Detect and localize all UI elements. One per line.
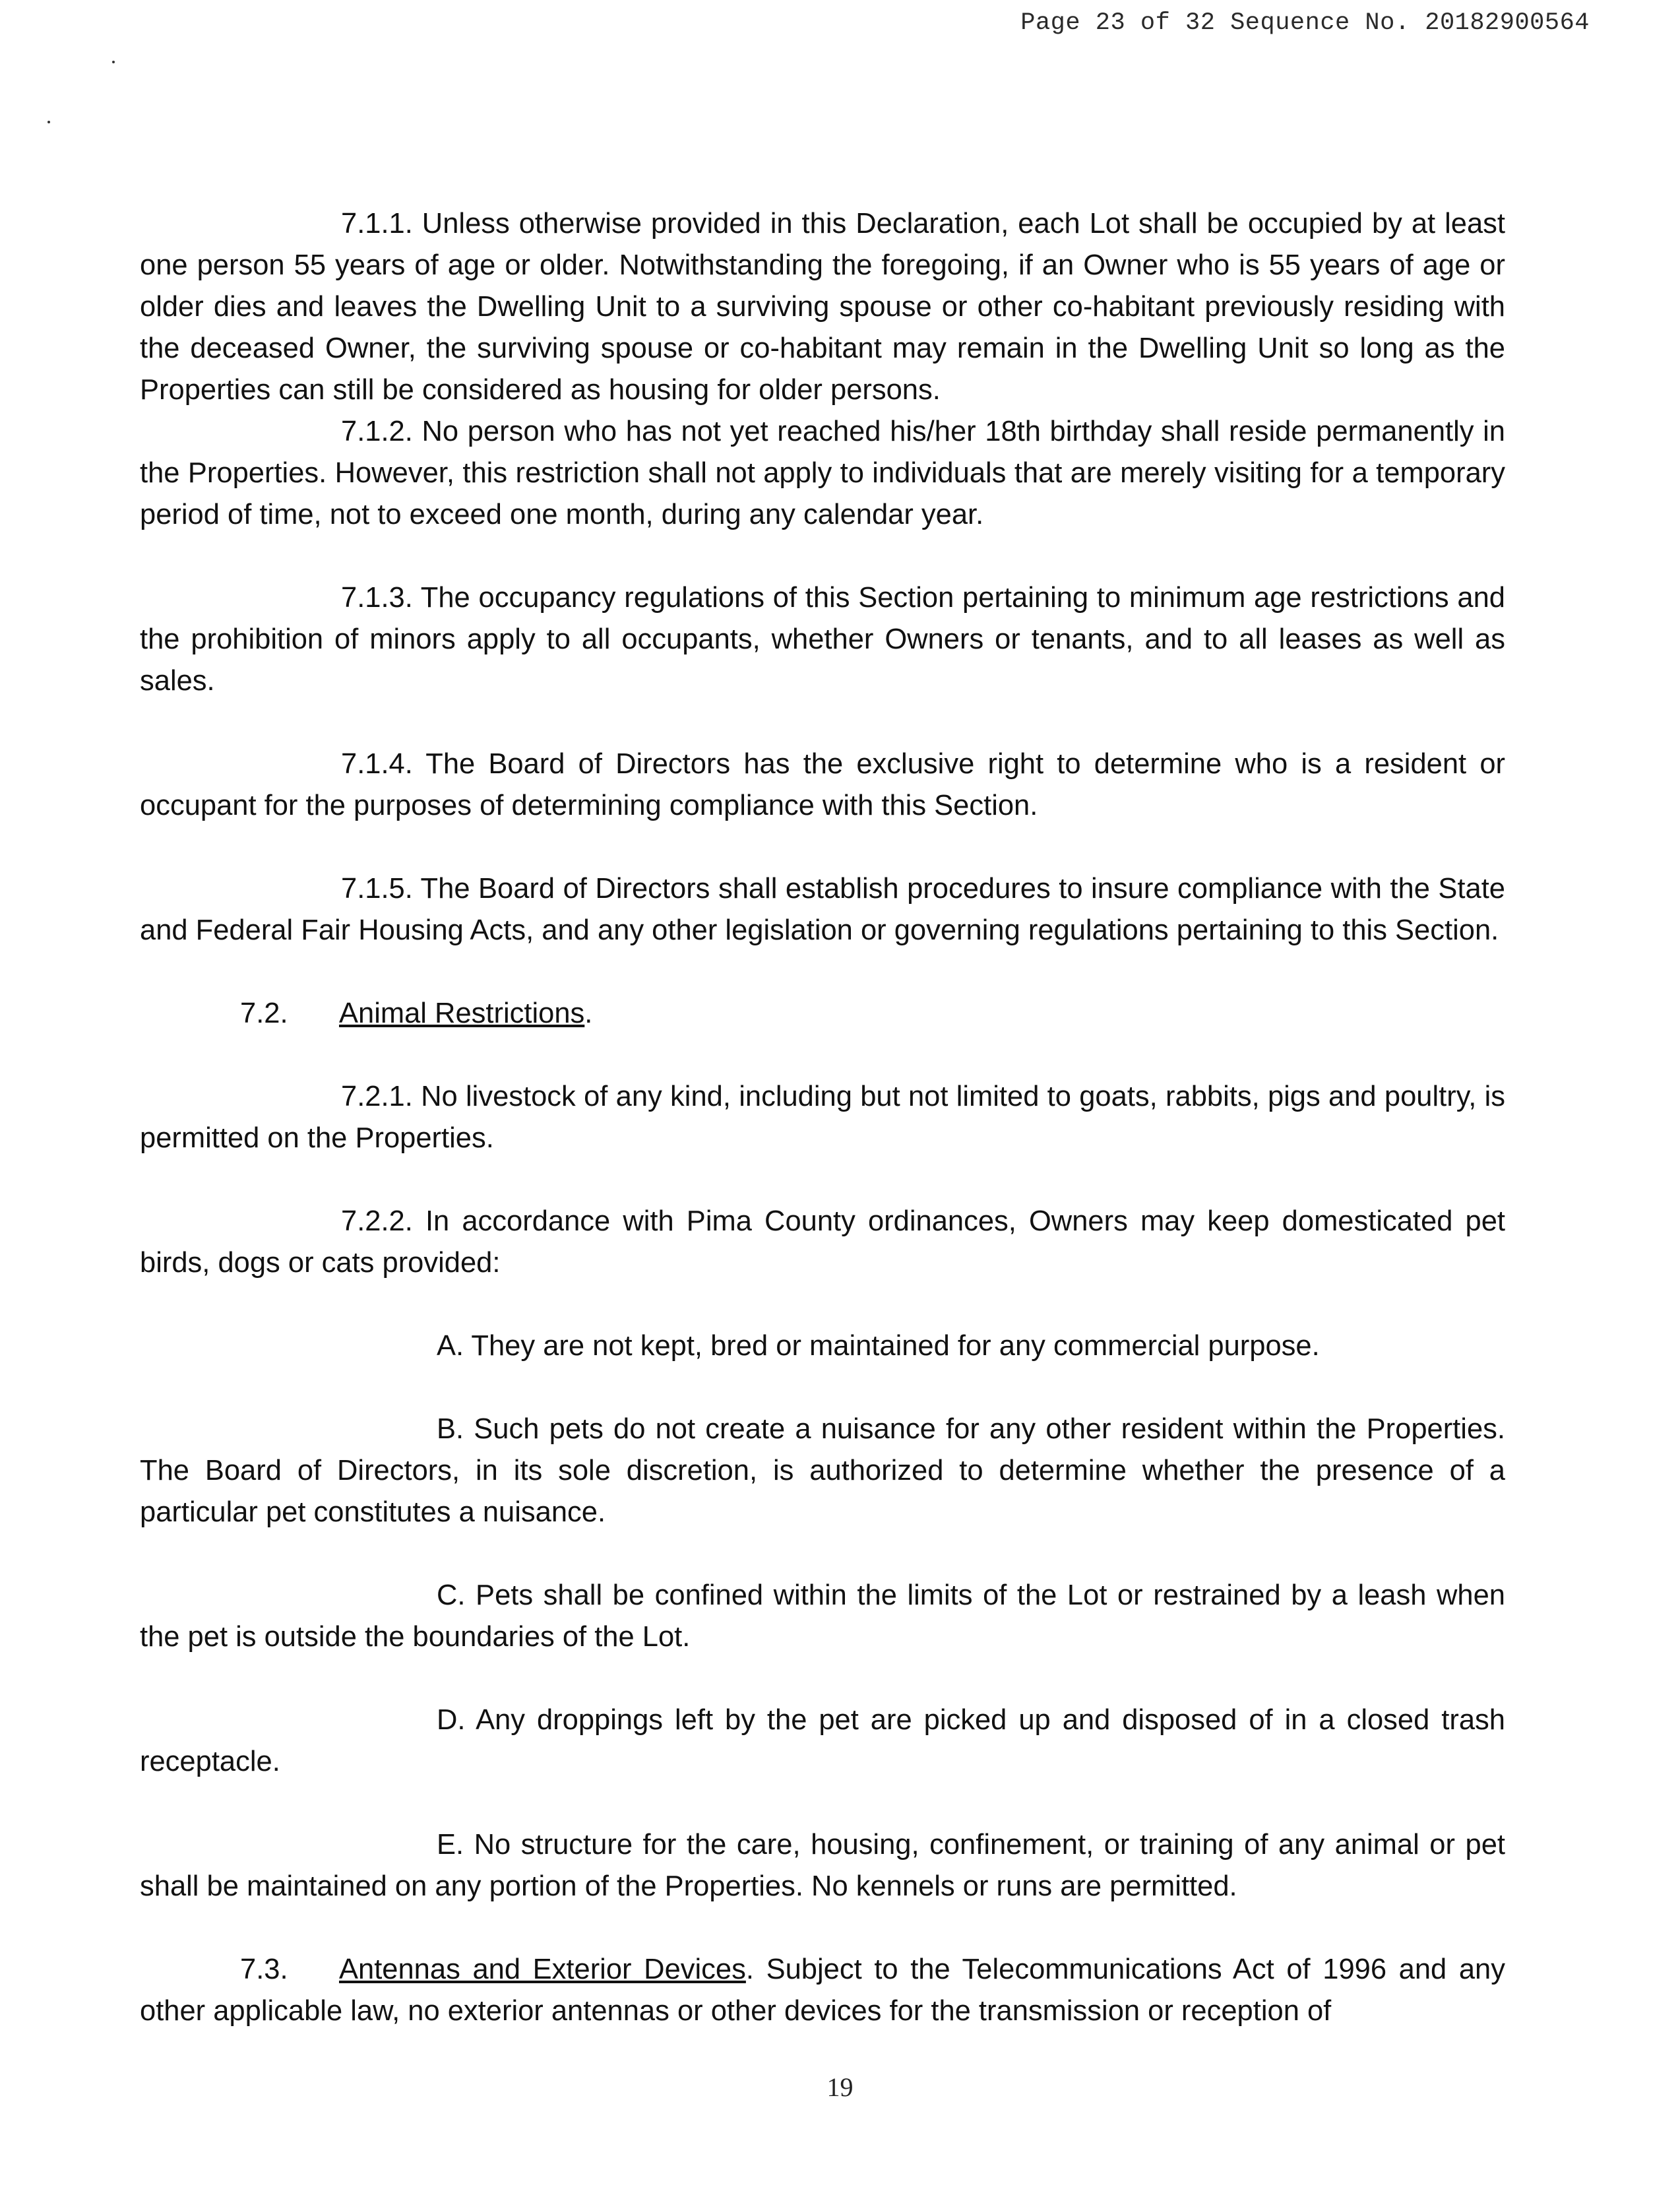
- section-text: . Subject to the Telecommunications Act of 1996 and any other applicable law, no exterior antennas or other devices for the transmission or reception of: [140, 1954, 1506, 2027]
- section-title: Animal Restrictions: [339, 998, 585, 1029]
- page-header-sequence: Page 23 of 32 Sequence No. 20182900564: [1020, 9, 1590, 37]
- section-number: 7.2.: [240, 998, 288, 1029]
- paragraph-7-1-5: 7.1.5. The Board of Directors shall establish procedures to insure compliance with the State and Federal Fair Housing Acts, and any other legislation or governing regulations pertaining to this Section.: [140, 873, 1505, 946]
- scan-speck: [47, 121, 50, 123]
- document-body: [140, 203, 1505, 2074]
- paragraph-7-1-2: 7.1.2. No person who has not yet reached his/her 18th birthday shall reside permanently in the Properties. However, this restriction shall not apply to individuals that are merely visiting for a temporary period of time, not to exceed one month, during any calendar year.: [140, 416, 1505, 530]
- paragraph-7-1-1: 7.1.1. Unless otherwise provided in this Declaration, each Lot shall be occupied by at least one person 55 years of age or older. Notwithstanding the foregoing, if an Owner who is 55 years of age or older dies and leaves the Dwelling Unit to a surviving spouse or other co-habitant previously residing with the deceased Owner, the surviving spouse or co-habitant may remain in the Dwelling Unit so long as the Properties can still be considered as housing for older persons.: [140, 208, 1505, 406]
- section-7-2-heading: [140, 993, 1505, 1035]
- list-item-d: D. Any droppings left by the pet are picked up and disposed of in a closed trash: [437, 1704, 1505, 1736]
- page-number: 19: [826, 2072, 854, 2102]
- paragraph-7-2-1: 7.2.1. No livestock of any kind, including but not limited to goats, rabbits, pigs and poultry, is permitted on the Properties.: [140, 1081, 1505, 1154]
- list-item-c: C. Pets shall be confined within the limits of the Lot or restrained by a leash when the pet is outside the boundaries of the Lot.: [140, 1579, 1505, 1653]
- paragraph-7-1-4: 7.1.4. The Board of Directors has the exclusive right to determine who is a resident or occupant for the purposes of determining compliance with this Section.: [140, 748, 1505, 821]
- list-item-b: B. Such pets do not create a nuisance for any other resident within the Properties. The Board of Directors, in its sole discretion, is authorized to determine whether the presence of a particular pet constitutes a nuisance.: [140, 1413, 1505, 1528]
- section-title-period: .: [584, 998, 593, 1029]
- list-item-e: E. No structure for the care, housing, confinement, or training of any animal or pet shall be maintained on any portion of the Properties. No kennels or runs are permitted.: [140, 1829, 1505, 1902]
- paragraph-7-2-2: 7.2.2. In accordance with Pima County ordinances, Owners may keep domesticated pet birds, dogs or cats provided:: [140, 1205, 1505, 1279]
- list-item-a: A. They are not kept, bred or maintained for any commercial purpose.: [437, 1330, 1320, 1362]
- section-7-3: [140, 1949, 1505, 2032]
- paragraph-7-1-3: 7.1.3. The occupancy regulations of this Section pertaining to minimum age restrictions and the prohibition of minors apply to all occupants, whether Owners or tenants, and to all leases as well as sales.: [140, 582, 1505, 697]
- scan-speck: [112, 61, 115, 63]
- list-item-d-continuation: receptacle.: [140, 1746, 280, 1777]
- section-number: 7.3.: [240, 1954, 288, 1985]
- section-title: Antennas and Exterior Devices: [339, 1954, 746, 1985]
